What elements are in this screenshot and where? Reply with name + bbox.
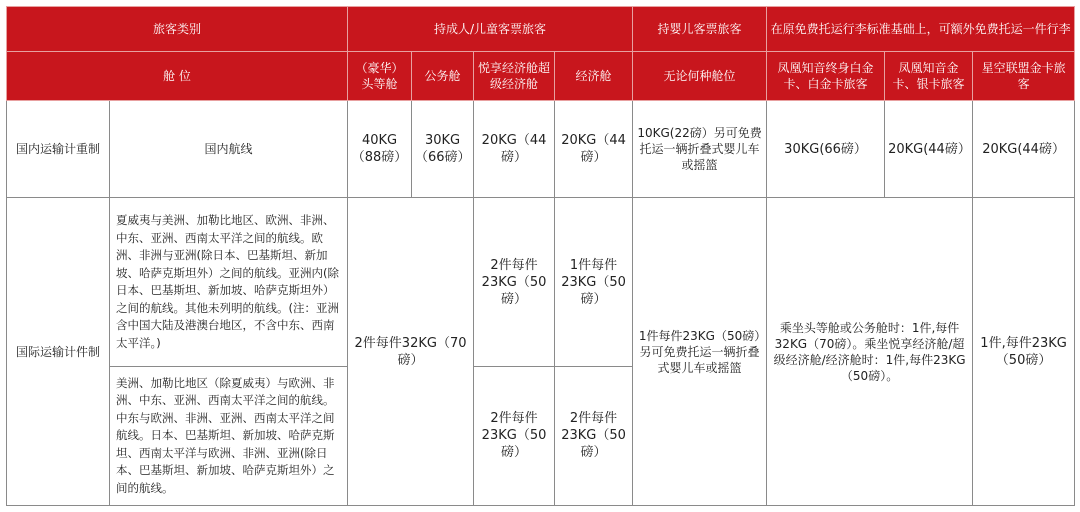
domestic-label: 国内运输计重制 bbox=[7, 101, 110, 198]
cabin-business-header: 公务舱 bbox=[412, 52, 474, 101]
cabin-header: 舱 位 bbox=[7, 52, 348, 101]
international-economy-a-value: 1件每件23KG（50磅） bbox=[555, 198, 633, 366]
baggage-allowance-table bbox=[6, 6, 1075, 506]
cabin-first-header: （豪华）头等舱 bbox=[348, 52, 412, 101]
international-route-b: 美洲、加勒比地区（除夏威夷）与欧洲、非洲、中东、亚洲、西南太平洋之间的航线。中东与欧洲、非洲、亚洲、西南太平洋之间航线。日本、巴基斯坦、新加坡、哈萨克斯坦、西南太平洋与欧洲、非洲、亚洲(除日本、巴基斯坦、新加坡、哈萨克斯坦外）之间的航线。 bbox=[110, 366, 348, 505]
star-alliance-gold-header: 星空联盟金卡旅客 bbox=[973, 52, 1075, 101]
domestic-star-value: 20KG(44磅） bbox=[973, 101, 1075, 198]
international-star-value: 1件,每件23KG（50磅） bbox=[973, 198, 1075, 506]
infant-header: 持婴儿客票旅客 bbox=[633, 7, 767, 52]
international-label: 国际运输计件制 bbox=[7, 198, 110, 506]
extra-allowance-header: 在原免费托运行李标准基础上，可额外免费托运一件行李 bbox=[767, 7, 1075, 52]
domestic-phoenix-platinum-value: 30KG(66磅） bbox=[767, 101, 885, 198]
passenger-type-header: 旅客类别 bbox=[7, 7, 348, 52]
domestic-infant-value: 10KG(22磅）另可免费托运一辆折叠式婴儿车或摇篮 bbox=[633, 101, 767, 198]
international-premium-a-value: 2件每件23KG（50磅） bbox=[474, 198, 555, 366]
phoenix-platinum-header: 凤凰知音终身白金卡、白金卡旅客 bbox=[767, 52, 885, 101]
domestic-premium-value: 20KG（44磅） bbox=[474, 101, 555, 198]
cabin-any-header: 无论何种舱位 bbox=[633, 52, 767, 101]
domestic-row bbox=[7, 101, 1075, 198]
international-first-business-value: 2件每件32KG（70磅） bbox=[348, 198, 474, 506]
domestic-route: 国内航线 bbox=[110, 101, 348, 198]
adult-child-header: 持成人/儿童客票旅客 bbox=[348, 7, 633, 52]
international-phoenix-value: 乘坐头等舱或公务舱时：1件,每件32KG（70磅）。乘坐悦享经济舱/超级经济舱/经济舱时：1件,每件23KG（50磅）。 bbox=[767, 198, 973, 506]
domestic-first-value: 40KG（88磅） bbox=[348, 101, 412, 198]
cabin-premium-header: 悦享经济舱超级经济舱 bbox=[474, 52, 555, 101]
cabin-economy-header: 经济舱 bbox=[555, 52, 633, 101]
international-row-a bbox=[7, 198, 1075, 366]
international-route-a: 夏威夷与美洲、加勒比地区、欧洲、非洲、中东、亚洲、西南太平洋之间的航线。欧洲、非洲与亚洲(除日本、巴基斯坦、新加坡、哈萨克斯坦外）之间的航线。亚洲内(除日本、巴基斯坦、新加坡、哈萨克斯坦外）之间的航线。其他未列明的航线。(注：亚洲含中国大陆及港澳台地区，不含中东、西南太平洋。) bbox=[110, 198, 348, 366]
domestic-business-value: 30KG（66磅） bbox=[412, 101, 474, 198]
phoenix-gold-header: 凤凰知音金卡、银卡旅客 bbox=[885, 52, 973, 101]
international-economy-b-value: 2件每件23KG（50磅） bbox=[555, 366, 633, 505]
international-infant-value: 1件每件23KG（50磅）另可免费托运一辆折叠式婴儿车或摇篮 bbox=[633, 198, 767, 506]
domestic-phoenix-gold-value: 20KG(44磅） bbox=[885, 101, 973, 198]
international-premium-b-value: 2件每件23KG（50磅） bbox=[474, 366, 555, 505]
domestic-economy-value: 20KG（44磅） bbox=[555, 101, 633, 198]
header-row-2 bbox=[7, 52, 1075, 101]
header-row-1 bbox=[7, 7, 1075, 52]
